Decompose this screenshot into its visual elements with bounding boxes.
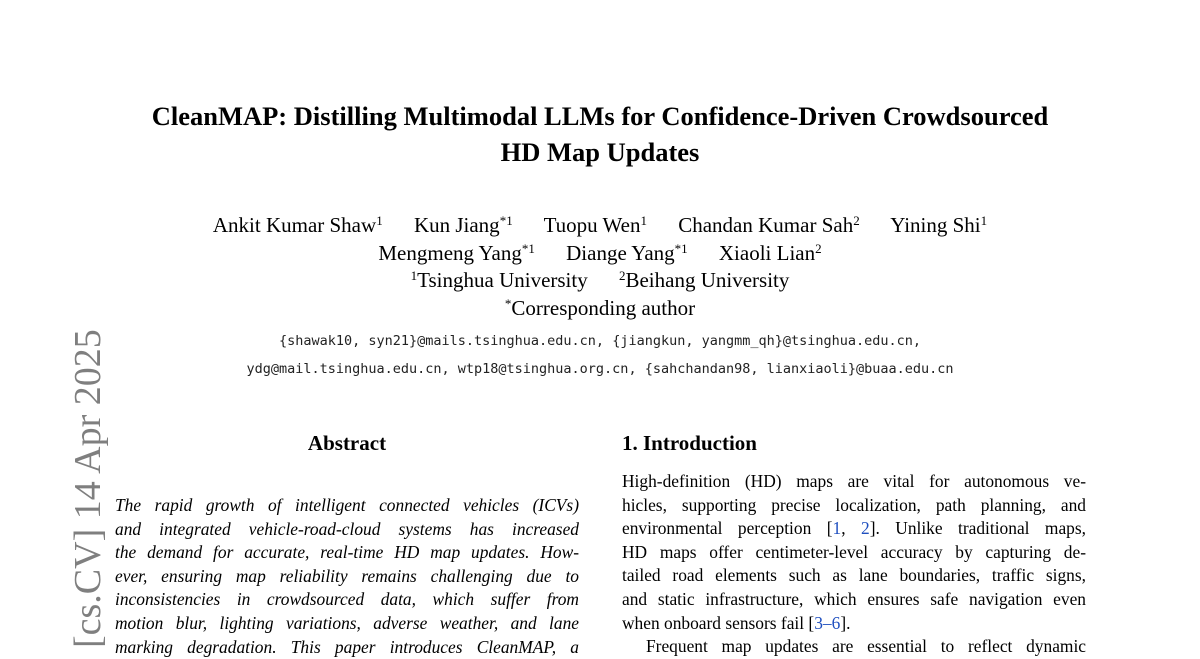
affiliation-mark: 1: [410, 268, 418, 283]
email-line-2: ydg@mail.tsinghua.edu.cn, wtp18@tsinghua.org.cn, {sahchandan98, lianxiaoli}@buaa.edu.cn: [246, 361, 954, 377]
abstract-heading: Abstract: [307, 431, 387, 455]
abstract-line: The rapid growth of intelligent connected vehicles (ICVs): [115, 495, 579, 515]
intro-line: High-definition (HD) maps are vital for autonomous ve-: [622, 471, 1086, 491]
author-affiliation-mark: *1: [499, 213, 513, 228]
intro-text: environmental perception [: [622, 518, 833, 539]
intro-line: and static infrastructure, which ensures safe navigation even: [622, 588, 1086, 609]
author-affiliation-mark: 1: [376, 213, 383, 228]
author-name: Kun Jiang: [413, 213, 500, 237]
email-line-1: {shawak10, syn21}@mails.tsinghua.edu.cn, {jiangkun, yangmm_qh}@tsinghua.edu.cn,: [278, 333, 922, 349]
abstract-line: marking degradation. This paper introduces CleanMAP, a: [115, 636, 579, 657]
author-block: [100, 212, 1100, 322]
title-line-2: HD Map Updates: [500, 137, 700, 167]
abstract-line: motion blur, lighting variations, adverse weather, and lane: [115, 612, 579, 633]
title-line-1: CleanMAP: Distilling Multimodal LLMs for Confidence-Driven Crowdsourced: [151, 101, 1049, 131]
citation-link[interactable]: 2: [860, 518, 870, 539]
corresponding-mark: *: [504, 295, 512, 311]
author-name: Yining Shi: [890, 213, 981, 237]
affiliation-name: Beihang University: [625, 268, 790, 292]
intro-text: ,: [841, 518, 861, 539]
intro-line: HD maps offer centimeter-level accuracy by capturing de-: [622, 541, 1086, 562]
intro-text: when onboard sensors fail [: [622, 612, 815, 633]
intro-line: [622, 517, 1086, 541]
author-affiliation-mark: 1: [640, 213, 647, 228]
abstract-line: inconsistencies in crowdsourced data, which suffer from: [115, 589, 579, 610]
author-name: Diange Yang: [566, 240, 675, 265]
intro-text: ].: [840, 612, 851, 633]
corresponding-text: Corresponding author: [511, 295, 696, 320]
abstract-line: and integrated vehicle-road-cloud systems has increased: [115, 518, 579, 539]
email-block: [100, 327, 1100, 383]
introduction-heading: 1. Introduction: [622, 431, 757, 455]
arxiv-identifier: [cs.CV] 14 Apr 2025: [67, 329, 109, 648]
intro-text: ]. Unlike traditional maps,: [869, 518, 1086, 539]
intro-line: hicles, supporting precise localization, path planning, and: [622, 494, 1086, 515]
intro-line: [622, 612, 1086, 636]
citation-link[interactable]: 1: [832, 518, 842, 539]
arxiv-sidebar: [28, 300, 109, 648]
author-name: Chandan Kumar Sah: [678, 213, 854, 237]
author-row-1: [100, 212, 1100, 240]
author-name: Mengmeng Yang: [378, 240, 522, 265]
intro-line: Frequent map updates are essential to reflect dynamic: [646, 636, 1086, 657]
affiliation-mark: 2: [618, 268, 626, 283]
author-affiliation-mark: *1: [674, 240, 688, 256]
abstract-line: ever, ensuring map reliability remains challenging due to: [115, 565, 579, 586]
author-name: Ankit Kumar Shaw: [212, 213, 377, 237]
citation-link[interactable]: 3–6: [814, 612, 841, 633]
abstract-line: the demand for accurate, real-time HD map updates. How-: [115, 542, 579, 563]
intro-line: tailed road elements such as lane boundaries, traffic signs,: [622, 565, 1086, 586]
author-name: Xiaoli Lian: [718, 240, 816, 265]
corresponding-author-note: [100, 295, 1100, 323]
author-affiliation-mark: 1: [980, 213, 988, 228]
abstract-body: [115, 494, 579, 659]
author-name: Tuopu Wen: [543, 213, 641, 237]
paper-title: [100, 98, 1100, 170]
affiliation-name: Tsinghua University: [417, 268, 588, 292]
author-affiliation-mark: *1: [521, 240, 535, 256]
author-affiliation-mark: 2: [853, 213, 860, 228]
author-affiliation-mark: 2: [815, 240, 822, 256]
affiliation-row: [100, 267, 1100, 295]
introduction-body: [622, 470, 1086, 659]
author-row-2: [100, 240, 1100, 268]
